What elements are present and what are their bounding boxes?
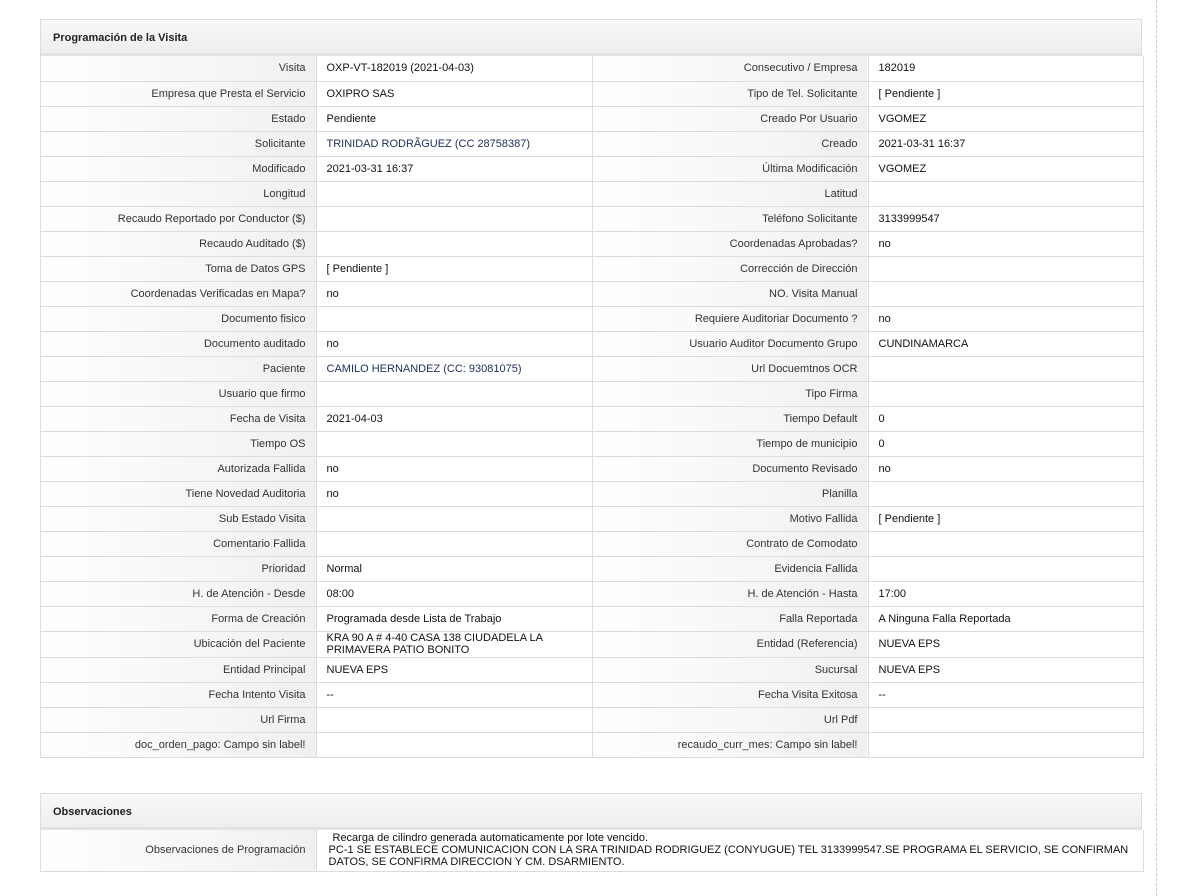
table-row xyxy=(41,830,1143,871)
table-row xyxy=(41,331,1143,356)
field-label: Modificado xyxy=(41,156,316,181)
observation-line: Recarga de cilindro generada automaticamente por lote vencido. xyxy=(332,832,649,845)
field-value xyxy=(316,732,592,757)
field-value xyxy=(868,531,1143,556)
field-label: Recaudo Reportado por Conductor ($) xyxy=(41,206,316,231)
table-row xyxy=(41,631,1143,657)
field-value xyxy=(868,356,1143,381)
field-label: recaudo_curr_mes: Campo sin label! xyxy=(592,732,868,757)
field-value: no xyxy=(868,456,1143,481)
field-value: Pendiente xyxy=(316,106,592,131)
field-value: 0 xyxy=(868,406,1143,431)
field-label: Tiene Novedad Auditoria xyxy=(41,481,316,506)
table-row xyxy=(41,206,1143,231)
field-label: Url Firma xyxy=(41,707,316,732)
field-value: 3133999547 xyxy=(868,206,1143,231)
table-row xyxy=(41,506,1143,531)
field-label: Prioridad xyxy=(41,556,316,581)
field-label: Usuario que firmo xyxy=(41,381,316,406)
table-row xyxy=(41,431,1143,456)
table-row xyxy=(41,606,1143,631)
field-label: Sucursal xyxy=(592,657,868,682)
table-row xyxy=(41,106,1143,131)
observations-panel xyxy=(40,793,1142,872)
field-label: Evidencia Fallida xyxy=(592,556,868,581)
table-row xyxy=(41,682,1143,707)
field-label: Observaciones de Programación xyxy=(41,830,316,871)
field-value: VGOMEZ xyxy=(868,156,1143,181)
field-label: Coordenadas Verificadas en Mapa? xyxy=(41,281,316,306)
field-label: Tipo Firma xyxy=(592,381,868,406)
field-value: no xyxy=(868,306,1143,331)
field-value: 182019 xyxy=(868,56,1143,81)
field-label: Falla Reportada xyxy=(592,606,868,631)
field-label: Tipo de Tel. Solicitante xyxy=(592,81,868,106)
field-value: Programada desde Lista de Trabajo xyxy=(316,606,592,631)
field-value: NUEVA EPS xyxy=(868,631,1143,657)
field-label: NO. Visita Manual xyxy=(592,281,868,306)
field-label: Documento Revisado xyxy=(592,456,868,481)
table-row xyxy=(41,481,1143,506)
field-label: Forma de Creación xyxy=(41,606,316,631)
field-label: Consecutivo / Empresa xyxy=(592,56,868,81)
field-label: Recaudo Auditado ($) xyxy=(41,231,316,256)
table-row xyxy=(41,181,1143,206)
field-value: no xyxy=(316,281,592,306)
field-value xyxy=(868,256,1143,281)
table-row xyxy=(41,531,1143,556)
field-label: Documento auditado xyxy=(41,331,316,356)
panel-title: Programación de la Visita xyxy=(41,20,1141,56)
field-value: 2021-03-31 16:37 xyxy=(316,156,592,181)
field-label: Última Modificación xyxy=(592,156,868,181)
field-value: OXP-VT-182019 (2021-04-03) xyxy=(316,56,592,81)
field-value xyxy=(868,732,1143,757)
field-label: Fecha Visita Exitosa xyxy=(592,682,868,707)
field-value xyxy=(868,556,1143,581)
field-label: Solicitante xyxy=(41,131,316,156)
observations-table xyxy=(41,830,1144,872)
field-value: [ Pendiente ] xyxy=(868,506,1143,531)
table-row xyxy=(41,356,1143,381)
field-label: Longitud xyxy=(41,181,316,206)
visit-schedule-panel xyxy=(40,19,1142,758)
field-value: 2021-04-03 xyxy=(316,406,592,431)
field-value xyxy=(868,707,1143,732)
table-row xyxy=(41,81,1143,106)
field-label: Toma de Datos GPS xyxy=(41,256,316,281)
table-row xyxy=(41,156,1143,181)
field-value xyxy=(316,431,592,456)
field-value: Normal xyxy=(316,556,592,581)
field-label: Coordenadas Aprobadas? xyxy=(592,231,868,256)
field-value: 2021-03-31 16:37 xyxy=(868,131,1143,156)
field-label: Visita xyxy=(41,56,316,81)
field-value: -- xyxy=(868,682,1143,707)
field-value xyxy=(316,206,592,231)
field-value xyxy=(316,707,592,732)
table-row xyxy=(41,256,1143,281)
field-label: Corrección de Dirección xyxy=(592,256,868,281)
field-value: KRA 90 A # 4-40 CASA 138 CIUDADELA LA PRIMAVERA PATIO BONITO xyxy=(316,631,592,657)
field-value: NUEVA EPS xyxy=(316,657,592,682)
field-value: TRINIDAD RODRÃGUEZ (CC 28758387) xyxy=(316,131,592,156)
field-value xyxy=(316,381,592,406)
field-value: 0 xyxy=(868,431,1143,456)
visit-details-table xyxy=(41,56,1144,758)
field-value xyxy=(316,306,592,331)
table-row xyxy=(41,556,1143,581)
field-label: Tiempo de municipio xyxy=(592,431,868,456)
field-label: Creado xyxy=(592,131,868,156)
field-value: no xyxy=(316,481,592,506)
field-label: H. de Atención - Desde xyxy=(41,581,316,606)
field-value: OXIPRO SAS xyxy=(316,81,592,106)
field-label: Entidad Principal xyxy=(41,657,316,682)
field-label: Teléfono Solicitante xyxy=(592,206,868,231)
field-value xyxy=(868,481,1143,506)
field-label: Documento fisico xyxy=(41,306,316,331)
field-label: Fecha Intento Visita xyxy=(41,682,316,707)
field-value: 17:00 xyxy=(868,581,1143,606)
field-value xyxy=(316,181,592,206)
field-label: Usuario Auditor Documento Grupo xyxy=(592,331,868,356)
field-label: Requiere Auditoriar Documento ? xyxy=(592,306,868,331)
field-label: Paciente xyxy=(41,356,316,381)
field-label: Comentario Fallida xyxy=(41,531,316,556)
field-label: Motivo Fallida xyxy=(592,506,868,531)
field-label: Estado xyxy=(41,106,316,131)
table-row xyxy=(41,306,1143,331)
field-label: doc_orden_pago: Campo sin label! xyxy=(41,732,316,757)
field-value: A Ninguna Falla Reportada xyxy=(868,606,1143,631)
field-label: H. de Atención - Hasta xyxy=(592,581,868,606)
field-value: -- xyxy=(316,682,592,707)
table-row xyxy=(41,281,1143,306)
field-label: Tiempo OS xyxy=(41,431,316,456)
field-label: Planilla xyxy=(592,481,868,506)
field-value xyxy=(868,281,1143,306)
field-value xyxy=(316,531,592,556)
table-row xyxy=(41,231,1143,256)
field-label: Entidad (Referencia) xyxy=(592,631,868,657)
field-value: VGOMEZ xyxy=(868,106,1143,131)
field-label: Url Pdf xyxy=(592,707,868,732)
field-value xyxy=(316,506,592,531)
field-value xyxy=(316,231,592,256)
field-value: [ Pendiente ] xyxy=(316,256,592,281)
field-value: no xyxy=(868,231,1143,256)
field-value xyxy=(868,381,1143,406)
page-divider xyxy=(1156,0,1157,896)
field-value: [ Pendiente ] xyxy=(868,81,1143,106)
field-label: Empresa que Presta el Servicio xyxy=(41,81,316,106)
field-value: no xyxy=(316,331,592,356)
field-label: Fecha de Visita xyxy=(41,406,316,431)
field-value: CUNDINAMARCA xyxy=(868,331,1143,356)
field-value: 08:00 xyxy=(316,581,592,606)
table-row xyxy=(41,732,1143,757)
field-value xyxy=(316,830,1143,871)
field-label: Sub Estado Visita xyxy=(41,506,316,531)
field-label: Contrato de Comodato xyxy=(592,531,868,556)
panel-title: Observaciones xyxy=(41,794,1141,830)
field-label: Creado Por Usuario xyxy=(592,106,868,131)
field-label: Ubicación del Paciente xyxy=(41,631,316,657)
table-row xyxy=(41,657,1143,682)
table-row xyxy=(41,56,1143,81)
table-row xyxy=(41,406,1143,431)
table-row xyxy=(41,707,1143,732)
field-value: NUEVA EPS xyxy=(868,657,1143,682)
field-value: CAMILO HERNANDEZ (CC: 93081075) xyxy=(316,356,592,381)
table-row xyxy=(41,381,1143,406)
observation-line: PC-1 SE ESTABLECE COMUNICACION CON LA SRA TRINIDAD RODRIGUEZ (CONYUGUE) TEL 3133999547.SE PROGRAMA EL SERVICIO, SE CONFIRMAN DATOS, SE CONFIRMA DIRECCION Y CM. DSARMIENTO. xyxy=(328,844,1129,869)
table-row xyxy=(41,581,1143,606)
field-label: Autorizada Fallida xyxy=(41,456,316,481)
field-value xyxy=(868,181,1143,206)
table-row xyxy=(41,456,1143,481)
field-label: Latitud xyxy=(592,181,868,206)
field-value: no xyxy=(316,456,592,481)
field-label: Url Docuemtnos OCR xyxy=(592,356,868,381)
table-row xyxy=(41,131,1143,156)
field-label: Tiempo Default xyxy=(592,406,868,431)
